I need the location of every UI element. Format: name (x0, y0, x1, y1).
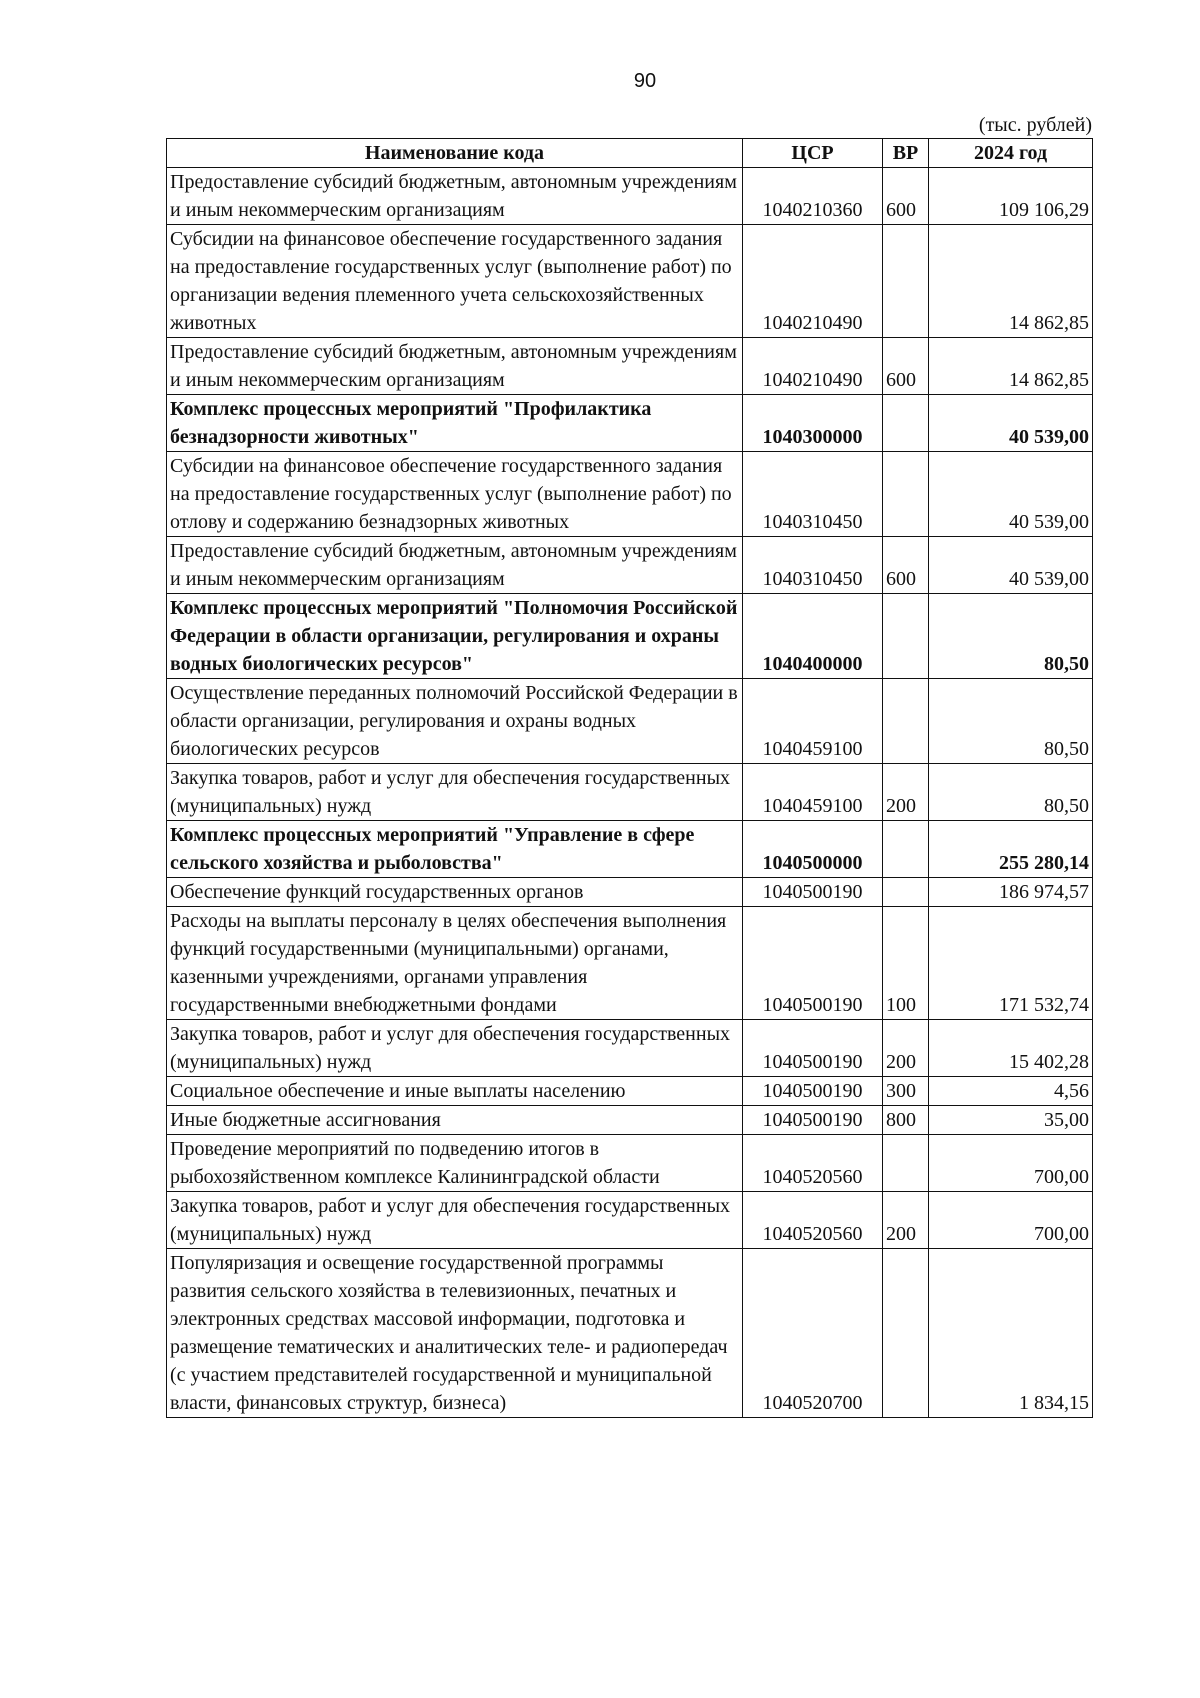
table-row (167, 225, 1093, 338)
row-csr: 1040500190 (743, 1077, 883, 1106)
row-vr: 200 (883, 1192, 929, 1249)
row-name: Закупка товаров, работ и услуг для обеспечения государственных (муниципальных) нужд (167, 1020, 743, 1077)
row-csr: 1040500190 (743, 1106, 883, 1135)
table-row (167, 821, 1093, 878)
row-name: Популяризация и освещение государственной программы развития сельского хозяйства в телевизионных, печатных и электронных средствах массовой информации, подготовка и размещение тематических и аналитических теле- и радиопередач (с участием представителей государственной и муниципальной власти, финансовых структур, бизнеса) (167, 1249, 743, 1418)
row-amount: 15 402,28 (929, 1020, 1093, 1077)
row-vr (883, 395, 929, 452)
table-row (167, 1020, 1093, 1077)
row-amount: 255 280,14 (929, 821, 1093, 878)
row-vr (883, 679, 929, 764)
table-row (167, 1077, 1093, 1106)
row-csr: 1040310450 (743, 537, 883, 594)
row-amount: 80,50 (929, 764, 1093, 821)
row-amount: 80,50 (929, 679, 1093, 764)
row-amount: 80,50 (929, 594, 1093, 679)
row-csr: 1040210490 (743, 225, 883, 338)
table-row (167, 537, 1093, 594)
table-row (167, 1106, 1093, 1135)
row-name: Комплекс процессных мероприятий "Управление в сфере сельского хозяйства и рыболовства" (167, 821, 743, 878)
row-name: Обеспечение функций государственных органов (167, 878, 743, 907)
row-name: Субсидии на финансовое обеспечение государственного задания на предоставление государственных услуг (выполнение работ) по отлову и содержанию безнадзорных животных (167, 452, 743, 537)
row-name: Предоставление субсидий бюджетным, автономным учреждениям и иным некоммерческим организациям (167, 338, 743, 395)
row-vr (883, 878, 929, 907)
table-row (167, 907, 1093, 1020)
row-vr (883, 225, 929, 338)
row-name: Предоставление субсидий бюджетным, автономным учреждениям и иным некоммерческим организациям (167, 168, 743, 225)
row-name: Закупка товаров, работ и услуг для обеспечения государственных (муниципальных) нужд (167, 1192, 743, 1249)
row-vr: 600 (883, 338, 929, 395)
table-row (167, 168, 1093, 225)
row-amount: 109 106,29 (929, 168, 1093, 225)
row-vr: 600 (883, 168, 929, 225)
row-csr: 1040500190 (743, 907, 883, 1020)
row-name: Комплекс процессных мероприятий "Профилактика безнадзорности животных" (167, 395, 743, 452)
table-row (167, 395, 1093, 452)
row-name: Закупка товаров, работ и услуг для обеспечения государственных (муниципальных) нужд (167, 764, 743, 821)
row-vr (883, 1135, 929, 1192)
row-amount: 14 862,85 (929, 338, 1093, 395)
page-number: 90 (633, 70, 657, 92)
row-csr: 1040459100 (743, 679, 883, 764)
row-csr: 1040500000 (743, 821, 883, 878)
row-amount: 14 862,85 (929, 225, 1093, 338)
row-csr: 1040210360 (743, 168, 883, 225)
row-amount: 35,00 (929, 1106, 1093, 1135)
row-name: Осуществление переданных полномочий Российской Федерации в области организации, регулирования и охраны водных биологических ресурсов (167, 679, 743, 764)
row-vr (883, 452, 929, 537)
header-year: 2024 год (929, 139, 1093, 168)
row-amount: 40 539,00 (929, 395, 1093, 452)
table-row (167, 878, 1093, 907)
row-amount: 40 539,00 (929, 452, 1093, 537)
row-amount: 4,56 (929, 1077, 1093, 1106)
table-row (167, 679, 1093, 764)
units-label: (тыс. рублей) (978, 114, 1092, 136)
table-row (167, 764, 1093, 821)
row-name: Социальное обеспечение и иные выплаты населению (167, 1077, 743, 1106)
row-csr: 1040520700 (743, 1249, 883, 1418)
table-row (167, 594, 1093, 679)
row-name: Предоставление субсидий бюджетным, автономным учреждениям и иным некоммерческим организациям (167, 537, 743, 594)
row-amount: 40 539,00 (929, 537, 1093, 594)
table-row (167, 1192, 1093, 1249)
row-vr (883, 821, 929, 878)
row-csr: 1040210490 (743, 338, 883, 395)
row-csr: 1040310450 (743, 452, 883, 537)
header-csr: ЦСР (743, 139, 883, 168)
table-row (167, 1249, 1093, 1418)
row-vr: 300 (883, 1077, 929, 1106)
table-row (167, 452, 1093, 537)
row-vr: 600 (883, 537, 929, 594)
row-name: Проведение мероприятий по подведению итогов в рыбохозяйственном комплексе Калининградской области (167, 1135, 743, 1192)
row-csr: 1040500190 (743, 1020, 883, 1077)
budget-table (166, 138, 1093, 1418)
header-name: Наименование кода (167, 139, 743, 168)
row-csr: 1040520560 (743, 1192, 883, 1249)
row-vr (883, 1249, 929, 1418)
table-header-row (167, 139, 1093, 168)
row-vr: 100 (883, 907, 929, 1020)
table-row (167, 1135, 1093, 1192)
row-amount: 700,00 (929, 1192, 1093, 1249)
row-name: Расходы на выплаты персоналу в целях обеспечения выполнения функций государственными (муниципальными) органами, казенными учреждениями, органами управления государственными внебюджетными фондами (167, 907, 743, 1020)
row-name: Иные бюджетные ассигнования (167, 1106, 743, 1135)
row-vr (883, 594, 929, 679)
row-vr: 200 (883, 764, 929, 821)
row-csr: 1040400000 (743, 594, 883, 679)
row-csr: 1040500190 (743, 878, 883, 907)
row-csr: 1040459100 (743, 764, 883, 821)
row-amount: 171 532,74 (929, 907, 1093, 1020)
row-name: Комплекс процессных мероприятий "Полномочия Российской Федерации в области организации, регулирования и охраны водных биологических ресурсов" (167, 594, 743, 679)
row-amount: 1 834,15 (929, 1249, 1093, 1418)
row-csr: 1040520560 (743, 1135, 883, 1192)
row-vr: 800 (883, 1106, 929, 1135)
row-vr: 200 (883, 1020, 929, 1077)
row-csr: 1040300000 (743, 395, 883, 452)
row-amount: 186 974,57 (929, 878, 1093, 907)
header-vr: ВР (883, 139, 929, 168)
row-amount: 700,00 (929, 1135, 1093, 1192)
table-row (167, 338, 1093, 395)
row-name: Субсидии на финансовое обеспечение государственного задания на предоставление государственных услуг (выполнение работ) по организации ведения племенного учета сельскохозяйственных животных (167, 225, 743, 338)
